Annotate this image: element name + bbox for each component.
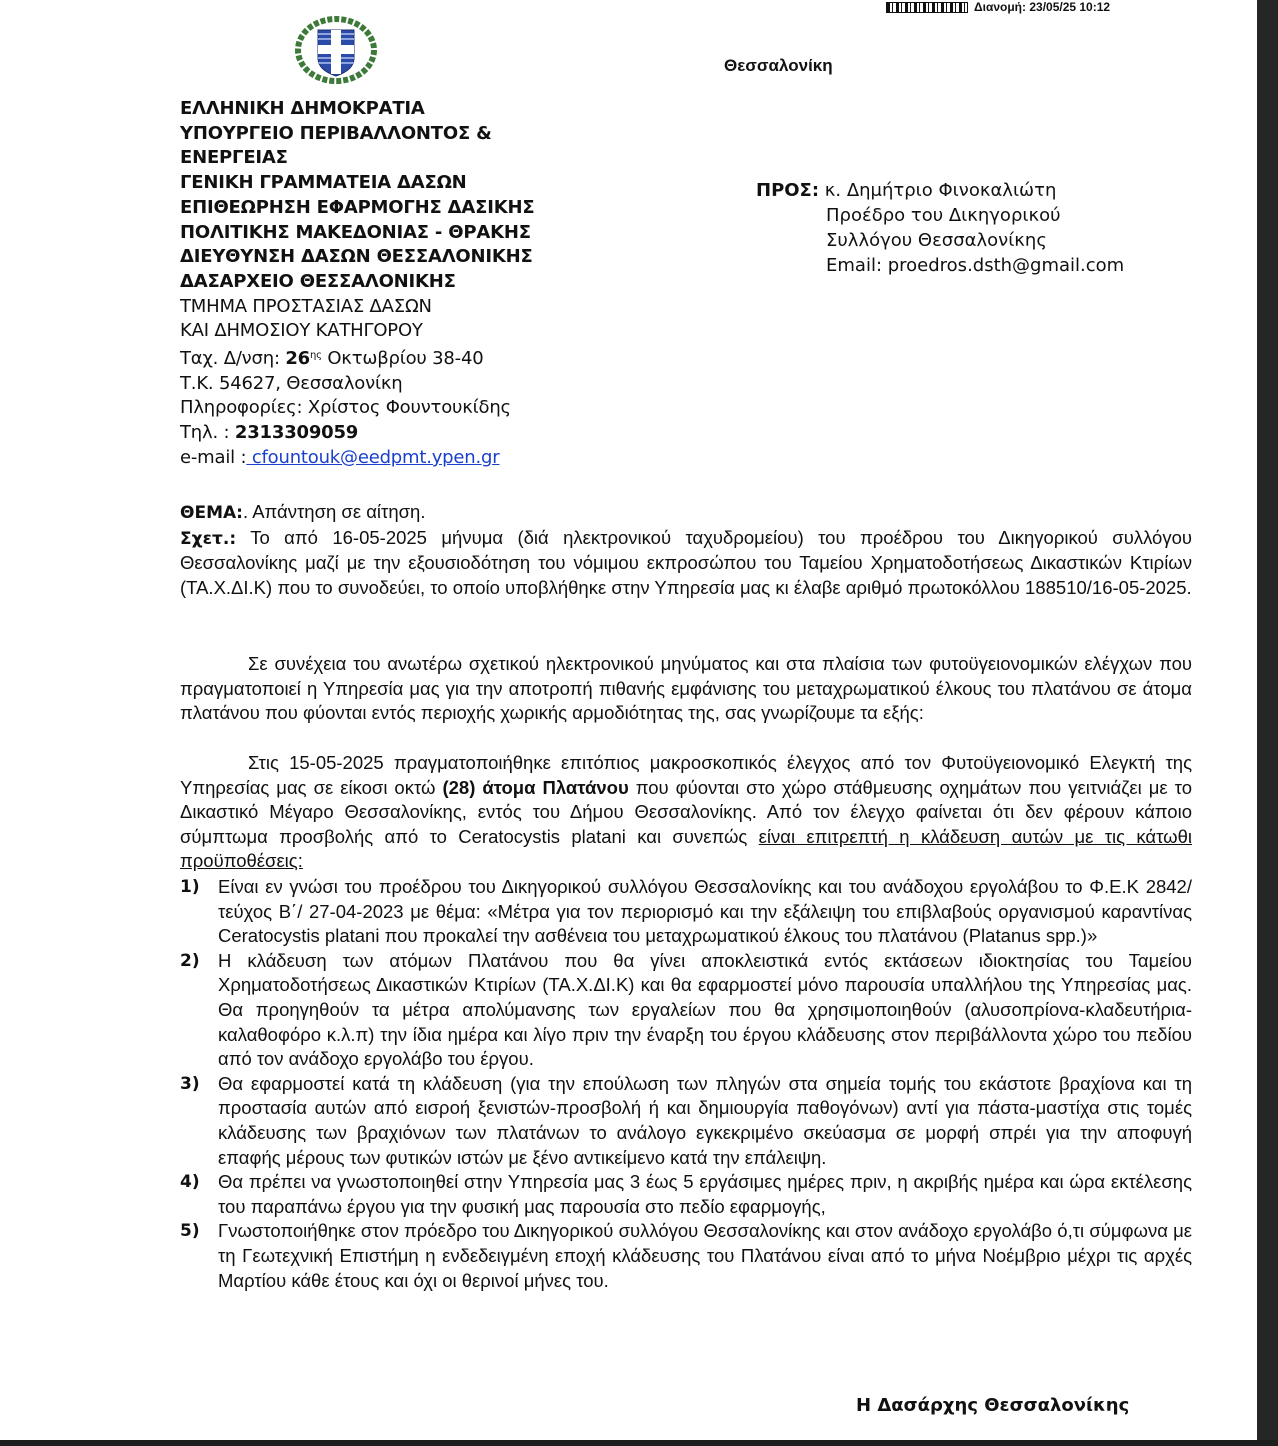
recipient-title: Προέδρο του Δικηγορικού bbox=[826, 205, 1061, 226]
department-line: ΚΑΙ ΔΗΜΟΣΙΟΥ ΚΑΤΗΓΟΡΟΥ bbox=[180, 320, 423, 342]
postal-code: Τ.Κ. 54627, Θεσσαλονίκη bbox=[180, 372, 403, 394]
greek-coat-of-arms-icon bbox=[294, 14, 378, 84]
condition-number: 4) bbox=[180, 1172, 200, 1193]
condition-text: Θα εφαρμοστεί κατά τη κλάδευση (για την επούλωση των πληγών στα σημεία τομής του εκάστοτε βραχίονα και τη προστασία αυτών από εισροή ξενιστών-προσβολή ή και δημιουργία παθογόνων) αντί για πάστα-μαστίχα στις τομές κλάδευσης των βραχιόνων των πλατάνων το ανάλογο εγκεκριμένο σκεύασμα σε μορφή σπρέι για την αποφυγή επαφής μέρους των φυτικών ιστών με ξένο αντικείμενο κατά την επάλειψη. bbox=[218, 1072, 1192, 1168]
reference-label: Σχετ.: bbox=[180, 528, 237, 549]
sender-email-link[interactable]: cfountouk@eedpmt.ypen.gr bbox=[246, 446, 500, 468]
address-street: Οκτωβρίου 38-40 bbox=[321, 348, 484, 370]
address-prefix: Ταχ. Δ/νση: bbox=[180, 348, 286, 370]
sender-line: ΕΠΙΘΕΩΡΗΣΗ ΕΦΑΡΜΟΓΗΣ ΔΑΣΙΚΗΣ bbox=[180, 196, 535, 218]
condition-item bbox=[180, 1170, 1192, 1219]
distribution-stamp bbox=[886, 0, 1110, 14]
address-number: 26 bbox=[285, 348, 310, 370]
qr-code-icon bbox=[886, 2, 968, 13]
conditions-intro: είναι επιτρεπτή η κλάδευση αυτών με τις κάτωθι προϋποθέσεις: bbox=[180, 825, 1192, 871]
condition-text: Θα πρέπει να γνωστοποιηθεί στην Υπηρεσία μας 3 έως 5 εργάσιμες ημέρες πριν, η ακριβής ημέρα και ώρα εκτέλεσης του παραπάνω έργου για την φυσική μας παρουσία στο πεδίο εφαρμογής, bbox=[218, 1171, 1192, 1217]
subject-label: ΘΕΜΑ: bbox=[180, 503, 243, 523]
viewer-bottom-edge bbox=[0, 1440, 1278, 1446]
subject-block bbox=[180, 500, 1192, 600]
inspection-text: Στις 15-05-2025 πραγματοποιήθηκε επιτόπιος μακροσκοπικός έλεγχος από τον Φυτοϋγειονομικό Ελεγκτή της Υπηρεσίας μας σε είκοσι οκτώ bbox=[180, 752, 1192, 798]
condition-item bbox=[180, 1219, 1192, 1293]
postal-address bbox=[180, 344, 534, 372]
address-sup: ης bbox=[310, 350, 322, 362]
condition-number: 5) bbox=[180, 1221, 200, 1242]
recipient-block bbox=[756, 178, 1124, 278]
sender-line: ΔΑΣΑΡΧΕΙΟ ΘΕΣΣΑΛΟΝΙΚΗΣ bbox=[180, 270, 456, 292]
phone-line bbox=[180, 421, 534, 446]
intro-paragraph: Σε συνέχεια του ανωτέρω σχετικού ηλεκτρονικού μηνύματος και στα πλαίσια των φυτοϋγειονομικών ελέγχων που πραγματοποιεί η Υπηρεσία μας για την αποτροπή πιθανής εμφάνισης του μεταχρωματικού έλκους του πλατάνου σε άτομα πλατάνου που φύονται εντός περιοχής χωρικής αρμοδιότητας της, σας γνωρίζουμε τα εξής: bbox=[180, 653, 1192, 723]
conditions-list bbox=[180, 875, 1192, 1293]
inspection-paragraph bbox=[180, 751, 1192, 874]
condition-item bbox=[180, 875, 1192, 949]
recipient-org: Συλλόγου Θεσσαλονίκης bbox=[826, 230, 1047, 251]
distribution-label: Διανομή: 23/05/25 10:12 bbox=[974, 0, 1111, 14]
tree-count: (28) άτομα Πλατάνου bbox=[442, 776, 629, 798]
contact-info: Πληροφορίες: Χρίστος Φουντουκίδης bbox=[180, 397, 511, 419]
document-place: Θεσσαλονίκη bbox=[724, 56, 833, 75]
sender-line: ΕΛΛΗΝΙΚΗ ΔΗΜΟΚΡΑΤΙΑ bbox=[180, 98, 425, 119]
inspection-text: που φύονται στο χώρο στάθμευσης οχημάτων που γειτνιάζει με το Δικαστικό Μέγαρο Θεσσαλονίκης, εντός του Δήμου Θεσσαλονίκης. Από τον έλεγχο φαίνεται ότι δεν φέρουν κάποιο σύμπτωμα προσβολής από το Ceratocystis platani και συνεπώς bbox=[180, 776, 1192, 847]
phone-label: Τηλ. : bbox=[180, 422, 235, 444]
condition-text: Η κλάδευση των ατόμων Πλατάνου που θα γίνει αποκλειστικά εντός εκτάσεων ιδιοκτησίας του Ταμείου Χρηματοδοτήσεως Δικαστικών Κτιρίων (ΤΑ.Χ.ΔΙ.Κ) και θα εφαρμοστεί μόνο παρουσία υπαλλήλου της Υπηρεσίας μας. Θα προηγηθούν τα μέτρα απολύμανσης των εργαλείων που θα χρησιμοποιηθούν (αλυσοπρίονα-κλαδευτήρια-καλαθοφόρο κ.λ.π) την ίδια ημέρα και λίγο πριν την έναρξη του έργου κλάδευσης στον περιβάλλοντα χώρο του πεδίου από τον ανάδοχο εργολάβο του έργου. bbox=[218, 949, 1192, 1070]
condition-number: 3) bbox=[180, 1073, 200, 1094]
recipient-label: ΠΡΟΣ: bbox=[756, 180, 820, 201]
phone-number: 2313309059 bbox=[234, 422, 359, 444]
sender-line: ΥΠΟΥΡΓΕΙΟ ΠΕΡΙΒΑΛΛΟΝΤΟΣ & bbox=[180, 122, 492, 144]
condition-number: 1) bbox=[180, 877, 200, 897]
sender-line: ΔΙΕΥΘΥΝΣΗ ΔΑΣΩΝ ΘΕΣΣΑΛΟΝΙΚΗΣ bbox=[180, 246, 533, 268]
reference-text: Το από 16-05-2025 μήνυμα (διά ηλεκτρονικού ταχυδρομείου) του προέδρου του Δικηγορικού συλλόγου Θεσσαλονίκης μαζί με την εξουσιοδότηση του νόμιμου εκπροσώπου του Ταμείου Χρηματοδοτήσεως Δικαστικών Κτιρίων (ΤΑ.Χ.ΔΙ.Κ) που το συνοδεύει, το οποίο υποβλήθηκε στην Υπηρεσία μας κι έλαβε αριθμό πρωτοκόλλου 188510/16-05-2025. bbox=[180, 526, 1192, 598]
recipient-email: Email: proedros.dsth@gmail.com bbox=[826, 255, 1125, 276]
recipient-name: κ. Δημήτριο Φινοκαλιώτη bbox=[819, 180, 1057, 201]
sender-line: ΕΝΕΡΓΕΙΑΣ bbox=[180, 147, 288, 169]
sender-block bbox=[180, 97, 534, 471]
condition-item bbox=[180, 949, 1192, 1072]
subject-text: . Απάντηση σε αίτηση. bbox=[242, 501, 426, 522]
condition-text: Γνωστοποιήθηκε στον πρόεδρο του Δικηγορικού συλλόγου Θεσσαλονίκης και στον ανάδοχο εργολάβο ό,τι σύμφωνα με τη Γεωτεχνική Επιστήμη η ενδεδειγμένη εποχή κλάδευσης του Πλατάνου είναι από το μήνα Νοέμβριο μέχρι τις αρχές Μαρτίου κάθε έτους και όχι οι θερινοί μήνες του. bbox=[218, 1220, 1192, 1291]
department-line: ΤΜΗΜΑ ΠΡΟΣΤΑΣΙΑΣ ΔΑΣΩΝ bbox=[180, 295, 432, 317]
signature-title: Η Δασάρχης Θεσσαλονίκης bbox=[856, 1395, 1130, 1416]
condition-text: Είναι εν γνώσι του προέδρου του Δικηγορικού συλλόγου Θεσσαλονίκης και του ανάδοχου εργολάβου το Φ.Ε.Κ 2842/τεύχος Β΄/ 27-04-2023 με θέμα: «Μέτρα για τον περιορισμό και την εξάλειψη του επιβλαβούς οργανισμού καραντίνας Ceratocystis platani που προκαλεί την ασθένεια του μεταχρωματικού έλκους του πλατάνου (Platanus spp.)» bbox=[218, 876, 1192, 947]
condition-number: 2) bbox=[180, 950, 200, 971]
condition-item bbox=[180, 1072, 1192, 1170]
sender-line: ΠΟΛΙΤΙΚΗΣ ΜΑΚΕΔΟΝΙΑΣ - ΘΡΑΚΗΣ bbox=[180, 221, 531, 243]
email-line bbox=[180, 446, 534, 471]
sender-line: ΓΕΝΙΚΗ ΓΡΑΜΜΑΤΕΙΑ ΔΑΣΩΝ bbox=[180, 172, 467, 194]
email-label: e-mail : bbox=[180, 446, 247, 468]
